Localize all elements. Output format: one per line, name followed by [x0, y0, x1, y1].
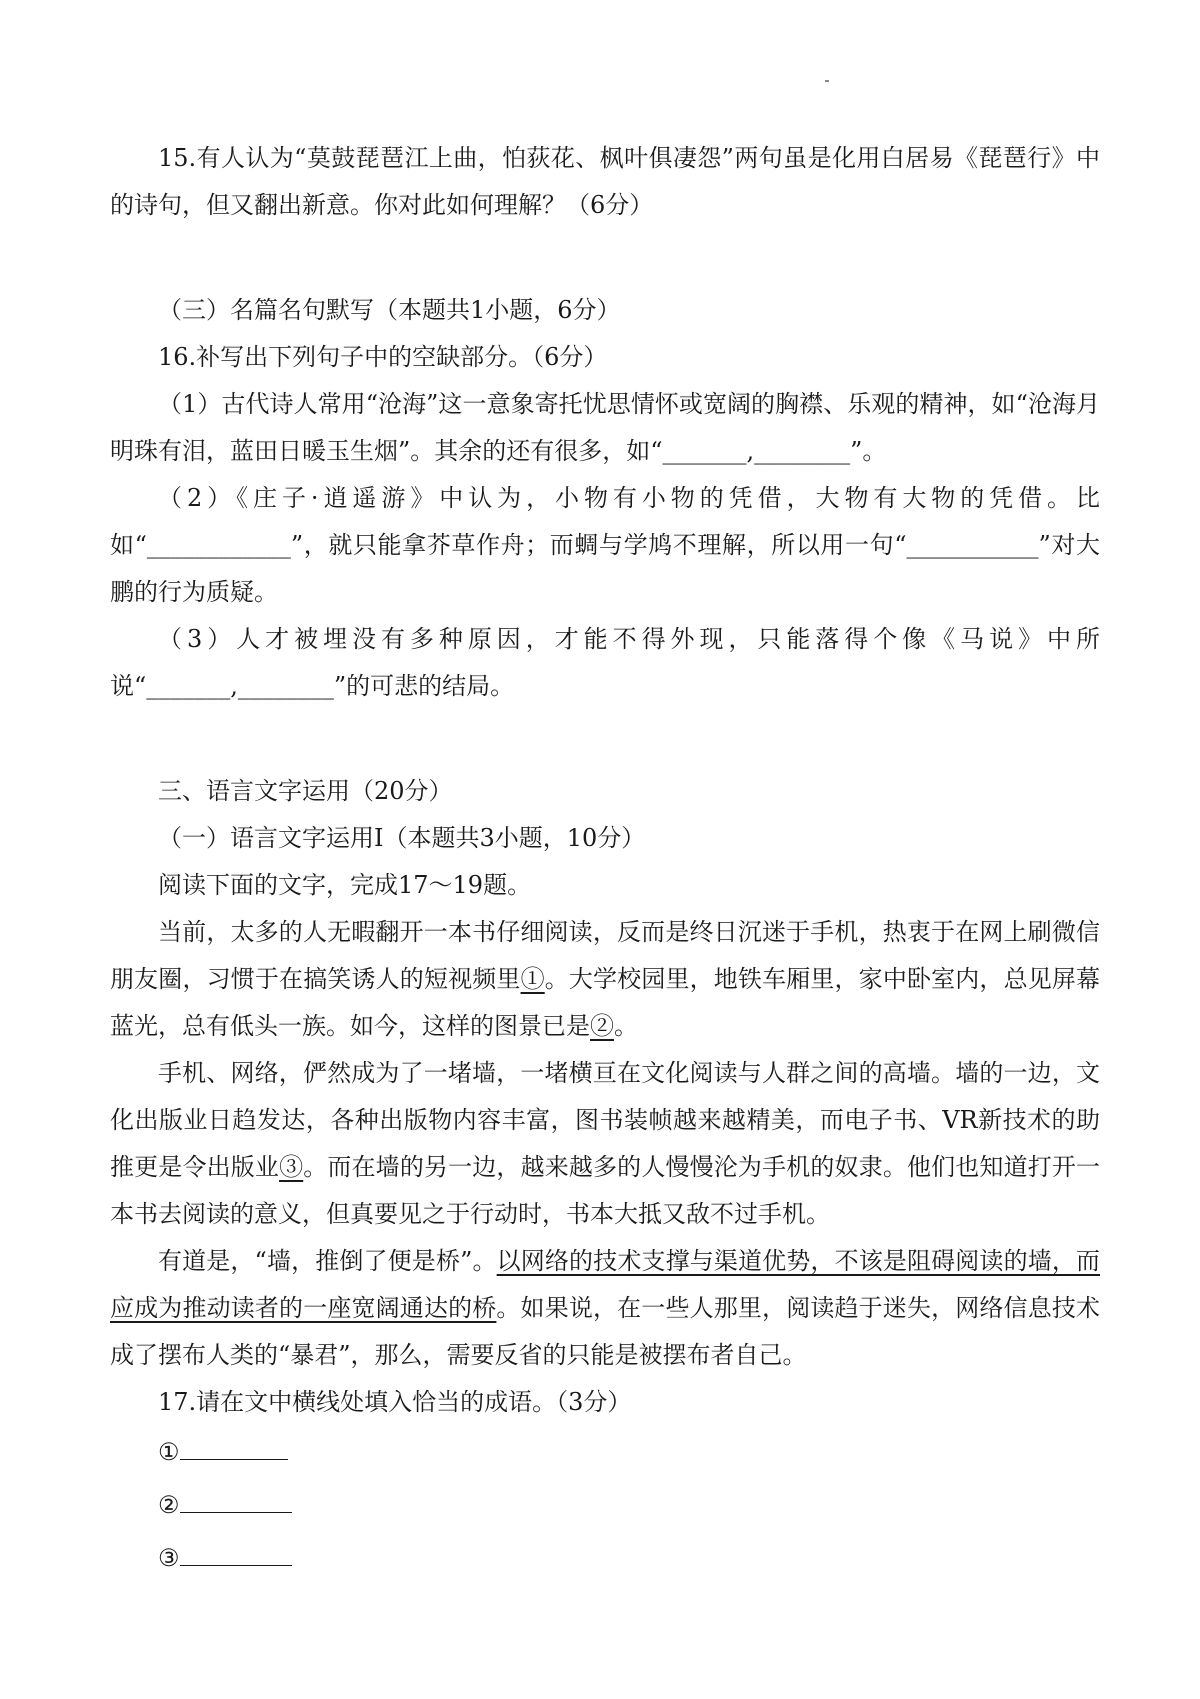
scan-speck	[825, 80, 829, 82]
question-15: 15.有人认为“莫鼓琵琶江上曲，怕荻花、枫叶俱凄怨”两句虽是化用白居易《琵琶行》中的诗句，但又翻出新意。你对此如何理解？（6分）	[110, 144, 1100, 219]
answer-number: ①	[158, 1438, 180, 1466]
answer-blank	[180, 1439, 288, 1460]
passage-paragraph-1	[110, 909, 1100, 1050]
question-16-item-3: （3）人才被埋没有多种原因，才能不得外现，只能落得个像《马说》中所说“_______,________”的可悲的结局。	[110, 625, 1100, 700]
question-16-item-1: （1）古代诗人常用“沧海”这一意象寄托忧思情怀或宽阔的胸襟、乐观的精神，如“沧海月明珠有泪，蓝田日暖玉生烟”。其余的还有很多，如“_______,________”。	[110, 390, 1100, 465]
passage-paragraph-2	[110, 1050, 1100, 1238]
passage-text: 。大学校园里，地铁车厢里，家中卧室内，总见屏幕蓝光，总有低头一族。如今，这样的图景已是	[110, 965, 1101, 1040]
question-17-stem: 17.请在文中横线处填入恰当的成语。（3分）	[158, 1388, 632, 1416]
question-16-stem: 16.补写出下列句子中的空缺部分。（6分）	[158, 343, 608, 371]
subsection-heading-language-1: （一）语言文字运用Ⅰ（本题共3小题，10分）	[158, 824, 646, 852]
passage-text: 。如果说，在一些人那里，阅读趋于迷失，网络信息技术成了摆布人类的“暴君”，那么，需要反省的只能是被摆布者自己。	[110, 1294, 1101, 1369]
exam-page	[110, 135, 1100, 1585]
passage-text: 当前，太多的人无暇翻开一本书仔细阅读，反而是终日沉迷于手机，热衷于在网上刷微信朋友圈，习惯于在搞笑诱人的短视频里	[110, 918, 1100, 993]
blank-marker-2: ②	[590, 1012, 614, 1040]
reading-instruction: 阅读下面的文字，完成17～19题。	[158, 871, 532, 899]
answer-line-2	[110, 1479, 1100, 1532]
answer-blank	[180, 1492, 292, 1513]
answer-line-3	[110, 1532, 1100, 1585]
question-16-item-2: （2）《庄子·逍遥游》中认为，小物有小物的凭借，大物有大物的凭借。比如“____________”，就只能拿芥草作舟；而蜩与学鸠不理解，所以用一句“___________”对大鹏的行为质疑。	[110, 484, 1100, 606]
blank-marker-1: ①	[520, 965, 545, 993]
answer-number: ②	[158, 1491, 180, 1519]
answer-number: ③	[158, 1544, 180, 1572]
blank-marker-3: ③	[279, 1153, 304, 1181]
passage-text: 手机、网络，俨然成为了一堵墙，一堵横亘在文化阅读与人群之间的高墙。墙的一边，文化出版业日趋发达，各种出版物内容丰富，图书装帧越来越精美，而电子书、VR新技术的助推更是令出版业	[110, 1059, 1100, 1181]
answer-line-1	[110, 1426, 1100, 1479]
section-heading-language: 三、语言文字运用（20分）	[158, 777, 453, 805]
passage-text: 。	[614, 1012, 638, 1040]
passage-text: 有道是，“墙，推倒了便是桥”。	[158, 1247, 497, 1275]
section-heading-recitation: （三）名篇名句默写（本题共1小题，6分）	[158, 296, 621, 324]
passage-text: 。而在墙的另一边，越来越多的人慢慢沦为手机的奴隶。他们也知道打开一本书去阅读的意义，但真要见之于行动时，书本大抵又敌不过手机。	[110, 1153, 1101, 1228]
answer-blank	[180, 1545, 292, 1566]
underlined-sentence: 以网络的技术支撑与渠道优势，不该是阻碍阅读的墙，而应成为推动读者的一座宽阔通达的桥	[110, 1247, 1100, 1322]
passage-paragraph-3	[110, 1238, 1100, 1379]
